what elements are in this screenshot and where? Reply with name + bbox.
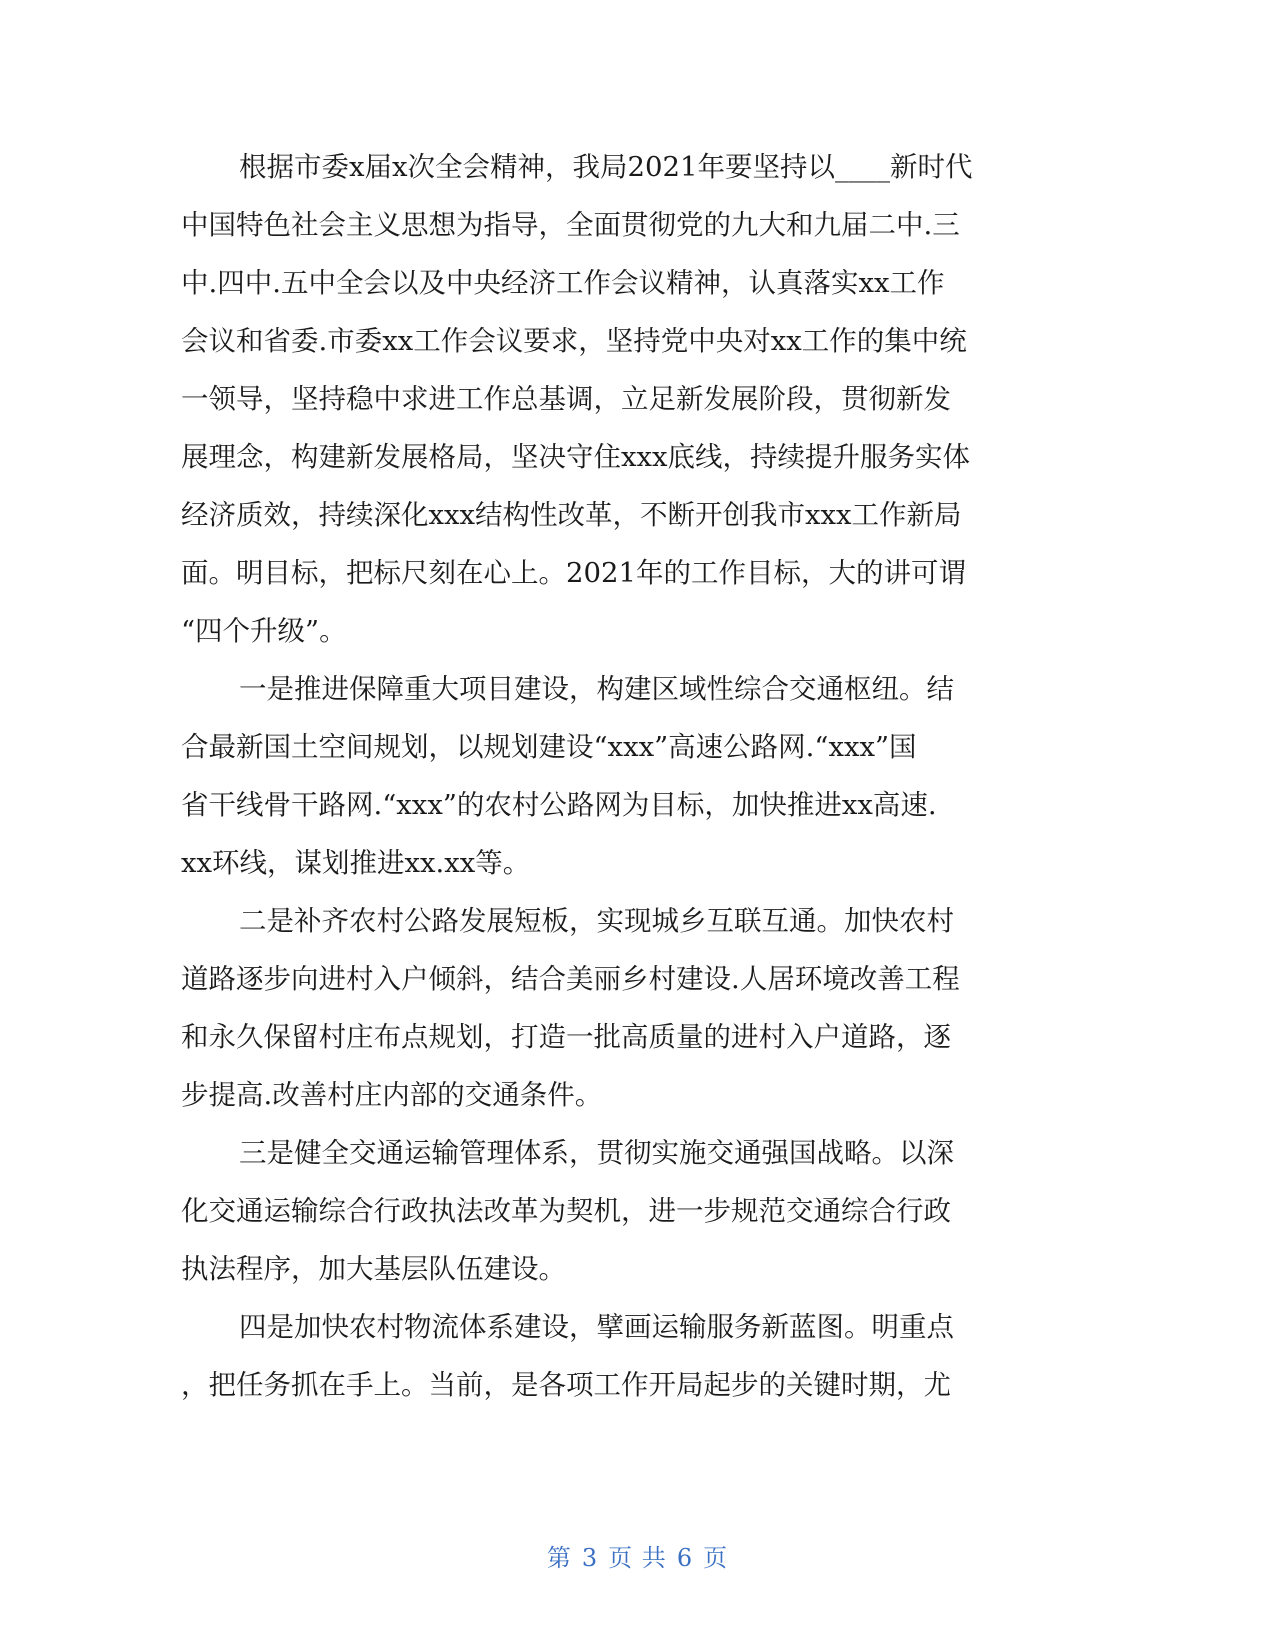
- text-line: 根据市委x届x次全会精神，我局2021年要坚持以____新时代: [239, 151, 973, 183]
- text-line: 会议和省委.市委xx工作会议要求，坚持党中央对xx工作的集中统: [181, 325, 967, 357]
- footer-suffix: 页: [703, 1544, 729, 1572]
- text-line: 二是补齐农村公路发展短板，实现城乡互联互通。加快农村: [239, 905, 954, 937]
- text-line: 四是加快农村物流体系建设，擘画运输服务新蓝图。明重点: [239, 1311, 954, 1343]
- text-line: 省干线骨干路网.“xxx”的农村公路网为目标，加快推进xx高速.: [181, 789, 937, 821]
- text-line: 合最新国土空间规划，以规划建设“xxx”高速公路网.“xxx”国: [181, 731, 917, 763]
- text-line: 中.四中.五中全会以及中央经济工作会议精神，认真落实xx工作: [181, 267, 945, 299]
- text-line: 步提高.改善村庄内部的交通条件。: [181, 1079, 603, 1111]
- footer-prefix: 第: [546, 1544, 572, 1572]
- text-line: “四个升级”。: [181, 615, 347, 647]
- text-line: 三是健全交通运输管理体系，贯彻实施交通强国战略。以深: [239, 1137, 954, 1169]
- document-body: [181, 138, 1041, 1468]
- page-footer: [0, 1538, 1275, 1573]
- text-line: 道路逐步向进村入户倾斜，结合美丽乡村建设.人居环境改善工程: [181, 963, 960, 995]
- text-line: 执法程序，加大基层队伍建设。: [181, 1253, 566, 1285]
- text-line: 和永久保留村庄布点规划，打造一批高质量的进村入户道路，逐: [181, 1021, 951, 1053]
- text-line: 面。明目标，把标尺刻在心上。2021年的工作目标，大的讲可谓: [181, 557, 966, 589]
- current-page-number: 3: [581, 1544, 599, 1572]
- text-line: ，把任务抓在手上。当前，是各项工作开局起步的关键时期，尤: [181, 1369, 951, 1401]
- text-line: 化交通运输综合行政执法改革为契机，进一步规范交通综合行政: [181, 1195, 951, 1227]
- text-line: 一是推进保障重大项目建设，构建区域性综合交通枢纽。结: [239, 673, 954, 705]
- text-line: 中国特色社会主义思想为指导，全面贯彻党的九大和九届二中.三: [181, 209, 960, 241]
- text-line: 一领导，坚持稳中求进工作总基调，立足新发展阶段，贯彻新发: [181, 383, 951, 415]
- text-line: 展理念，构建新发展格局，坚决守住xxx底线，持续提升服务实体: [181, 441, 971, 473]
- footer-middle: 页 共: [608, 1544, 667, 1572]
- text-line: 经济质效，持续深化xxx结构性改革，不断开创我市xxx工作新局: [181, 499, 962, 531]
- text-line: xx环线，谋划推进xx.xx等。: [181, 847, 531, 879]
- total-page-count: 6: [676, 1544, 694, 1572]
